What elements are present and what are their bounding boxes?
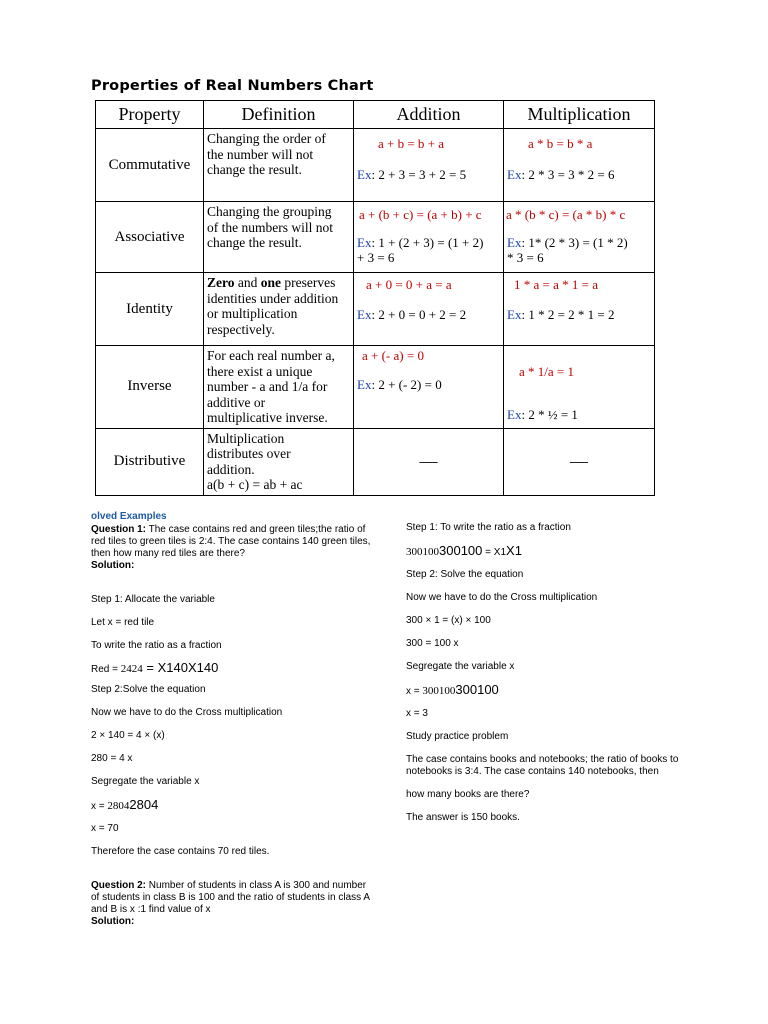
step-1: Step 1: To write the ratio as a fraction (406, 522, 571, 533)
study-heading: Study practice problem (406, 731, 509, 742)
let-statement: Let x = red tile (91, 617, 155, 628)
multiplication-cell (504, 273, 655, 346)
header-property: Property (96, 101, 204, 129)
addition-cell (354, 346, 504, 429)
multiplication-rule: a * b = b * a (528, 136, 593, 151)
multiplication-example: Ex: 1 * 2 = 2 * 1 = 2 (507, 307, 615, 322)
addition-cell (354, 428, 504, 495)
property-cell: Inverse (96, 346, 204, 429)
step-2: Step 2: Solve the equation (406, 569, 524, 580)
multiplication-rule: a * (b * c) = (a * b) * c (506, 207, 626, 222)
ratio-statement: To write the ratio as a fraction (91, 640, 222, 651)
table-row-identity (96, 273, 655, 346)
multiplication-example-cont: * 3 = 6 (507, 250, 544, 265)
multiplication-example: Ex: 1* (2 * 3) = (1 * 2) (507, 235, 628, 250)
property-cell: Identity (96, 273, 204, 346)
x-result: x = 3 (406, 708, 428, 719)
empty-dash: — (419, 451, 438, 471)
equation-2: 280 = 4 x (91, 753, 133, 764)
addition-rule: a + (- a) = 0 (362, 348, 424, 364)
addition-example: Ex: 1 + (2 + 3) = (1 + 2) (357, 235, 484, 250)
header-definition: Definition (204, 101, 354, 129)
definition-cell: Zero and one preserves identities under addition or multiplication respectively. (204, 273, 354, 346)
addition-example: Ex: 2 + 3 = 3 + 2 = 5 (357, 167, 467, 182)
cross-statement: Now we have to do the Cross multiplication (91, 707, 283, 718)
header-multiplication: Multiplication (504, 101, 655, 129)
segregate-statement: Segregate the variable x (406, 661, 515, 672)
equation-1: 2 × 140 = 4 × (x) (91, 730, 165, 741)
multiplication-cell (504, 346, 655, 429)
property-cell: Distributive (96, 428, 204, 495)
equation-2: 300 = 100 x (406, 638, 459, 649)
multiplication-rule: 1 * a = a * 1 = a (514, 277, 598, 292)
solution-label-2: Solution: (91, 916, 135, 927)
addition-example: Ex: 2 + (- 2) = 0 (357, 377, 442, 393)
definition-cell: Changing the grouping of the numbers will not change the result. (204, 202, 354, 273)
step-2: Step 2:Solve the equation (91, 684, 206, 695)
equation-1: 300 × 1 = (x) × 100 (406, 615, 491, 626)
section-heading: olved Examples (91, 511, 167, 522)
definition-cell: For each real number a, there exist a unique number - a and 1/a for additive or multiplicative inverse. (204, 346, 354, 429)
addition-rule: a + 0 = 0 + a = a (366, 277, 452, 292)
left-column (91, 511, 376, 928)
red-equation: Red = 2424 = X140X140 (91, 660, 219, 675)
addition-rule: a + (b + c) = (a + b) + c (359, 207, 482, 222)
x-result: x = 70 (91, 823, 119, 834)
conclusion: Therefore the case contains 70 red tiles. (91, 846, 270, 857)
question-1: Question 1: The case contains red and green tiles;the ratio of red tiles to green tiles is 2:4. The case contains 140 green tiles, then how many red tiles are there? (91, 524, 371, 559)
addition-cell (354, 273, 504, 346)
properties-table (95, 100, 655, 496)
addition-cell (354, 129, 504, 202)
multiplication-cell (504, 428, 655, 495)
x-equation: x = 300100300100 (406, 682, 499, 697)
addition-example: Ex: 2 + 0 = 0 + 2 = 2 (357, 307, 467, 322)
table-row-inverse (96, 346, 655, 429)
property-cell: Commutative (96, 129, 204, 202)
addition-example-cont: + 3 = 6 (357, 250, 395, 265)
x-equation: x = 28042804 (91, 797, 159, 812)
table-row-distributive (96, 428, 655, 495)
practice-question: how many books are there? (406, 789, 530, 800)
table-row-commutative (96, 129, 655, 202)
multiplication-example: Ex: 2 * ½ = 1 (507, 407, 578, 423)
table-row-associative (96, 202, 655, 273)
empty-dash: — (570, 451, 588, 471)
segregate-statement: Segregate the variable x (91, 776, 200, 787)
step-1: Step 1: Allocate the variable (91, 594, 215, 605)
solution-label: Solution: (91, 560, 135, 571)
right-column (406, 522, 682, 824)
page-title: Properties of Real Numbers Chart (91, 78, 374, 94)
question-2: Question 2: Number of students in class A is 300 and number of students in class B is 100 and the ratio of students in class A and B is x :1 find value of x (91, 880, 370, 915)
practice-problem: The case contains books and notebooks; the ratio of books to notebooks is 3:4. The case contains 140 notebooks, then (406, 754, 679, 777)
table-header-row (96, 101, 655, 129)
multiplication-cell (504, 202, 655, 273)
practice-answer: The answer is 150 books. (406, 812, 520, 823)
definition-cell: Changing the order of the number will not change the result. (204, 129, 354, 202)
cross-statement: Now we have to do the Cross multiplication (406, 592, 598, 603)
multiplication-example: Ex: 2 * 3 = 3 * 2 = 6 (507, 167, 615, 182)
multiplication-rule: a * 1/a = 1 (519, 364, 574, 380)
addition-cell (354, 202, 504, 273)
multiplication-cell (504, 129, 655, 202)
header-addition: Addition (354, 101, 504, 129)
addition-rule: a + b = b + a (378, 136, 445, 151)
fraction-equation: 300100300100 = X1X1 (406, 543, 522, 558)
property-cell: Associative (96, 202, 204, 273)
definition-cell: Multiplication distributes over addition. a(b + c) = ab + ac (204, 428, 354, 495)
